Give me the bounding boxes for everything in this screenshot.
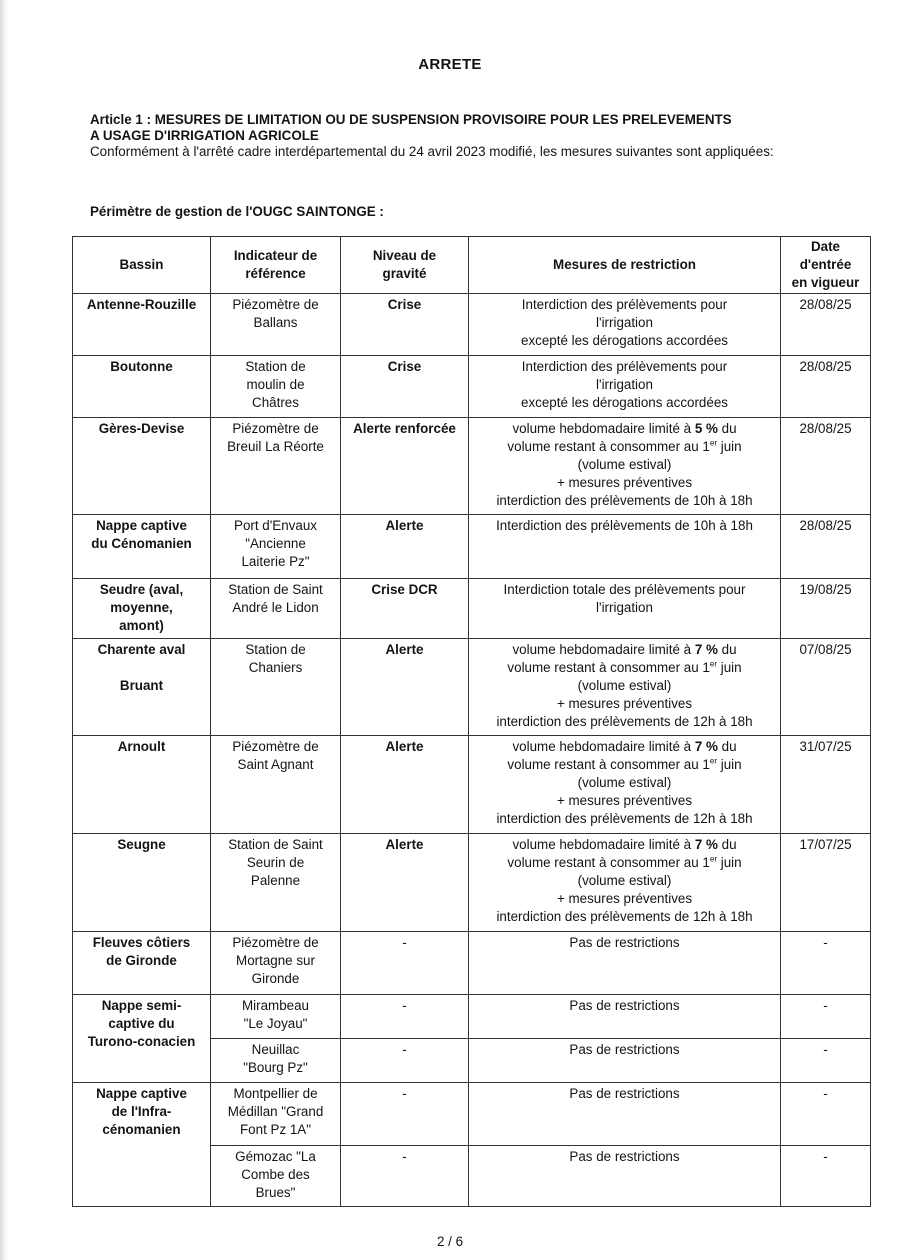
cell-bassin: Boutonne — [73, 356, 211, 418]
cell-niveau: - — [341, 995, 469, 1039]
header-bassin: Bassin — [73, 237, 211, 294]
page-edge-shadow — [0, 0, 8, 1260]
cell-date: - — [781, 1083, 871, 1146]
cell-date: 28/08/25 — [781, 356, 871, 418]
cell-bassin: Seudre (aval, moyenne, amont) — [73, 579, 211, 639]
cell-indicateur: Neuillac "Bourg Pz" — [211, 1039, 341, 1083]
cell-niveau: Crise DCR — [341, 579, 469, 639]
cell-mesures: volume hebdomadaire limité à 7 % du volume restant à consommer au 1er juin (volume estival) + mesures préventives interdiction des prélèvements de 12h à 18h — [469, 834, 781, 932]
cell-mesures: Pas de restrictions — [469, 1146, 781, 1207]
cell-indicateur: Piézomètre de Ballans — [211, 294, 341, 356]
restrictions-table — [72, 236, 871, 1207]
cell-date: 31/07/25 — [781, 736, 871, 834]
table-row — [73, 1083, 871, 1146]
cell-mesures: volume hebdomadaire limité à 7 % du volume restant à consommer au 1er juin (volume estival) + mesures préventives interdiction des prélèvements de 12h à 18h — [469, 736, 781, 834]
table-row — [73, 736, 871, 834]
cell-bassin: Gères-Devise — [73, 418, 211, 515]
cell-indicateur: Piézomètre de Mortagne sur Gironde — [211, 932, 341, 995]
cell-niveau: - — [341, 1039, 469, 1083]
header-mesures: Mesures de restriction — [469, 237, 781, 294]
table-row — [73, 294, 871, 356]
cell-indicateur: Station de Chaniers — [211, 639, 341, 736]
cell-mesures: Interdiction des prélèvements de 10h à 18h — [469, 515, 781, 579]
header-date: Date d'entrée en vigueur — [781, 237, 871, 294]
cell-bassin: Nappe semi- captive du Turono-conacien — [73, 995, 211, 1083]
cell-bassin: Charente aval Bruant — [73, 639, 211, 736]
table-row — [73, 356, 871, 418]
table-row — [73, 579, 871, 639]
table-header-row — [73, 237, 871, 294]
perimetre-heading: Périmètre de gestion de l'OUGC SAINTONGE : — [90, 204, 384, 219]
cell-niveau: - — [341, 1146, 469, 1207]
header-niveau: Niveau de gravité — [341, 237, 469, 294]
cell-indicateur: Station de moulin de Châtres — [211, 356, 341, 418]
page-number: 2 / 6 — [436, 1234, 464, 1249]
cell-niveau: Alerte — [341, 639, 469, 736]
header-indicateur: Indicateur de référence — [211, 237, 341, 294]
cell-indicateur: Piézomètre de Breuil La Réorte — [211, 418, 341, 515]
cell-indicateur: Mirambeau "Le Joyau" — [211, 995, 341, 1039]
cell-bassin: Nappe captive du Cénomanien — [73, 515, 211, 579]
cell-mesures: Pas de restrictions — [469, 932, 781, 995]
cell-niveau: Alerte renforcée — [341, 418, 469, 515]
cell-bassin: Seugne — [73, 834, 211, 932]
cell-date: 28/08/25 — [781, 294, 871, 356]
cell-date: - — [781, 995, 871, 1039]
cell-mesures: Interdiction totale des prélèvements pour l'irrigation — [469, 579, 781, 639]
cell-niveau: Crise — [341, 356, 469, 418]
cell-mesures: Interdiction des prélèvements pour l'irrigation excepté les dérogations accordées — [469, 294, 781, 356]
cell-date: 17/07/25 — [781, 834, 871, 932]
cell-indicateur: Station de Saint André le Lidon — [211, 579, 341, 639]
cell-date: 28/08/25 — [781, 515, 871, 579]
table-row — [73, 834, 871, 932]
cell-bassin: Antenne-Rouzille — [73, 294, 211, 356]
cell-date: - — [781, 1039, 871, 1083]
cell-indicateur: Port d'Envaux "Ancienne Laiterie Pz" — [211, 515, 341, 579]
cell-niveau: Alerte — [341, 736, 469, 834]
cell-indicateur: Montpellier de Médillan "Grand Font Pz 1A" — [211, 1083, 341, 1146]
cell-bassin: Nappe captive de l'Infra- cénomanien — [73, 1083, 211, 1207]
cell-indicateur: Station de Saint Seurin de Palenne — [211, 834, 341, 932]
cell-date: 28/08/25 — [781, 418, 871, 515]
table-row — [73, 639, 871, 736]
cell-niveau: Alerte — [341, 834, 469, 932]
document-title: ARRETE — [418, 56, 482, 73]
table-row — [73, 418, 871, 515]
cell-mesures: Interdiction des prélèvements pour l'irrigation excepté les dérogations accordées — [469, 356, 781, 418]
cell-indicateur: Piézomètre de Saint Agnant — [211, 736, 341, 834]
cell-niveau: - — [341, 932, 469, 995]
article-heading: Article 1 : MESURES DE LIMITATION OU DE SUSPENSION PROVISOIRE POUR LES PRELEVEMENTS A USAGE D'IRRIGATION AGRICOLE — [90, 112, 732, 143]
table-row — [73, 515, 871, 579]
cell-bassin: Arnoult — [73, 736, 211, 834]
cell-mesures: Pas de restrictions — [469, 995, 781, 1039]
cell-mesures: Pas de restrictions — [469, 1083, 781, 1146]
article-1 — [90, 112, 862, 160]
cell-date: - — [781, 932, 871, 995]
cell-date: - — [781, 1146, 871, 1207]
cell-date: 07/08/25 — [781, 639, 871, 736]
article-body: Conformément à l'arrêté cadre interdépartemental du 24 avril 2023 modifié, les mesures suivantes sont appliquées: — [90, 144, 774, 159]
cell-niveau: Alerte — [341, 515, 469, 579]
cell-niveau: - — [341, 1083, 469, 1146]
table-row — [73, 932, 871, 995]
cell-niveau: Crise — [341, 294, 469, 356]
cell-indicateur: Gémozac "La Combe des Brues" — [211, 1146, 341, 1207]
cell-date: 19/08/25 — [781, 579, 871, 639]
cell-mesures: Pas de restrictions — [469, 1039, 781, 1083]
cell-mesures: volume hebdomadaire limité à 5 % du volume restant à consommer au 1er juin (volume estival) + mesures préventives interdiction des prélèvements de 10h à 18h — [469, 418, 781, 515]
table-row — [73, 995, 871, 1039]
cell-mesures: volume hebdomadaire limité à 7 % du volume restant à consommer au 1er juin (volume estival) + mesures préventives interdiction des prélèvements de 12h à 18h — [469, 639, 781, 736]
cell-bassin: Fleuves côtiers de Gironde — [73, 932, 211, 995]
